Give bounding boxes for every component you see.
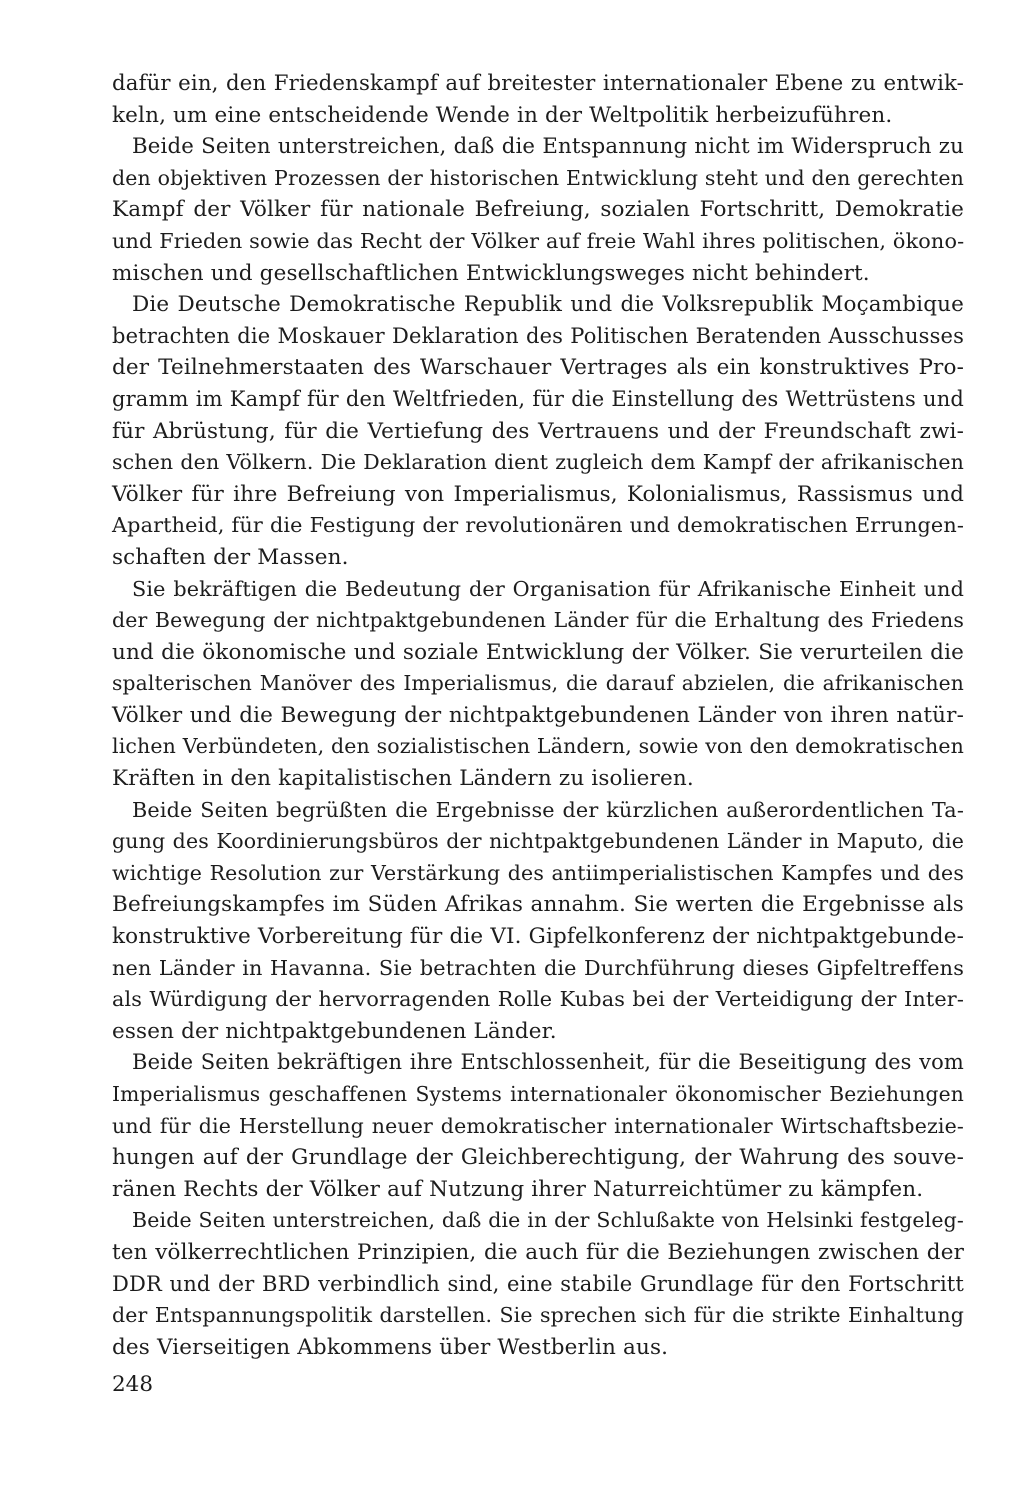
text-line: ränen Rechts der Völker auf Nutzung ihrer Naturreichtümer zu kämpfen. xyxy=(112,1176,924,1202)
paragraph-7 xyxy=(112,1205,964,1363)
paragraph-4 xyxy=(112,574,964,795)
text-line: und die ökonomische und soziale Entwicklung der Völker. Sie verurteilen die xyxy=(112,639,964,665)
text-line: wichtige Resolution zur Verstärkung des antiimperialistischen Kampfes und des xyxy=(112,860,964,885)
paragraph-1 xyxy=(112,68,964,131)
page-body xyxy=(112,68,964,1363)
text-line: DDR und der BRD verbindlich sind, eine stabile Grundlage für den Fortschritt xyxy=(112,1271,964,1296)
text-line: schen den Völkern. Die Deklaration dient zugleich dem Kampf der afrikanischen xyxy=(112,450,964,475)
text-line: Beide Seiten begrüßten die Ergebnisse der kürzlichen außerordentlichen Ta- xyxy=(132,797,964,822)
text-line: betrachten die Moskauer Deklaration des Politischen Beratenden Ausschusses xyxy=(112,323,964,348)
text-line: Beide Seiten unterstreichen, daß die in der Schlußakte von Helsinki festgeleg- xyxy=(132,1208,964,1233)
text-line: Kräften in den kapitalistischen Ländern zu isolieren. xyxy=(112,766,694,792)
text-line: hungen auf der Grundlage der Gleichberechtigung, der Wahrung des souve- xyxy=(112,1145,964,1171)
text-line: lichen Verbündeten, den sozialistischen Ländern, sowie von den demokratischen xyxy=(112,734,964,759)
text-line: und Frieden sowie das Recht der Völker auf freie Wahl ihres politischen, ökono- xyxy=(112,228,965,253)
paragraph-5 xyxy=(112,795,964,1048)
text-line: Völker und die Bewegung der nichtpaktgebundenen Länder von ihren natür- xyxy=(112,702,964,728)
text-line: gung des Koordinierungsbüros der nichtpaktgebundenen Länder in Maputo, die xyxy=(112,829,964,854)
text-line: konstruktive Vorbereitung für die VI. Gipfelkonferenz der nichtpaktgebunde- xyxy=(112,924,964,950)
text-line: den objektiven Prozessen der historischen Entwicklung steht und den gerechten xyxy=(112,165,964,190)
text-line: dafür ein, den Friedenskampf auf breitester internationaler Ebene zu entwik- xyxy=(112,71,964,96)
text-line: der Entspannungspolitik darstellen. Sie sprechen sich für die strikte Einhaltung xyxy=(112,1303,964,1328)
text-line: nen Länder in Havanna. Sie betrachten die Durchführung dieses Gipfeltreffens xyxy=(112,955,964,980)
text-line: Beide Seiten bekräftigen ihre Entschlossenheit, für die Beseitigung des vom xyxy=(132,1050,964,1075)
text-line: als Würdigung der hervorragenden Rolle Kubas bei der Verteidigung der Inter- xyxy=(112,987,964,1012)
text-line: Die Deutsche Demokratische Republik und die Volksrepublik Moçambique xyxy=(132,292,964,318)
text-line: gramm im Kampf für den Weltfrieden, für die Einstellung des Wettrüstens und xyxy=(112,386,964,411)
text-line: mischen und gesellschaftlichen Entwicklungsweges nicht behindert. xyxy=(112,260,870,286)
text-line: für Abrüstung, für die Vertiefung des Vertrauens und der Freundschaft zwi- xyxy=(112,418,964,444)
text-line: schaften der Massen. xyxy=(112,544,349,570)
text-line: Befreiungskampfes im Süden Afrikas annahm. Sie werten die Ergebnisse als xyxy=(112,892,964,918)
text-line: Kampf der Völker für nationale Befreiung, sozialen Fortschritt, Demokratie xyxy=(112,197,964,223)
text-line: essen der nichtpaktgebundenen Länder. xyxy=(112,1018,557,1044)
text-line: spalterischen Manöver des Imperialismus, die darauf abzielen, die afrikanischen xyxy=(112,671,964,696)
text-line: der Teilnehmerstaaten des Warschauer Vertrages als ein konstruktives Pro- xyxy=(112,355,964,381)
text-line: Völker für ihre Befreiung von Imperialismus, Kolonialismus, Rassismus und xyxy=(112,481,964,507)
page-number: 248 xyxy=(112,1372,154,1397)
text-line: keln, um eine entscheidende Wende in der Weltpolitik herbeizuführen. xyxy=(112,102,893,128)
text-line: der Bewegung der nichtpaktgebundenen Länder für die Erhaltung des Friedens xyxy=(112,608,964,633)
text-line: Imperialismus geschaffenen Systems internationaler ökonomischer Beziehungen xyxy=(112,1082,964,1106)
text-line: des Vierseitigen Abkommens über Westberlin aus. xyxy=(112,1334,669,1360)
text-line: und für die Herstellung neuer demokratischer internationaler Wirtschaftsbezie- xyxy=(112,1113,964,1138)
paragraph-6 xyxy=(112,1047,964,1205)
text-line: Apartheid, für die Festigung der revolutionären und demokratischen Errungen- xyxy=(112,513,964,538)
text-line: ten völkerrechtlichen Prinzipien, die auch für die Beziehungen zwischen der xyxy=(112,1239,964,1265)
text-line: Sie bekräftigen die Bedeutung der Organisation für Afrikanische Einheit und xyxy=(132,576,964,601)
paragraph-2 xyxy=(112,131,964,289)
text-line: Beide Seiten unterstreichen, daß die Entspannung nicht im Widerspruch zu xyxy=(132,134,964,160)
paragraph-3 xyxy=(112,289,964,573)
